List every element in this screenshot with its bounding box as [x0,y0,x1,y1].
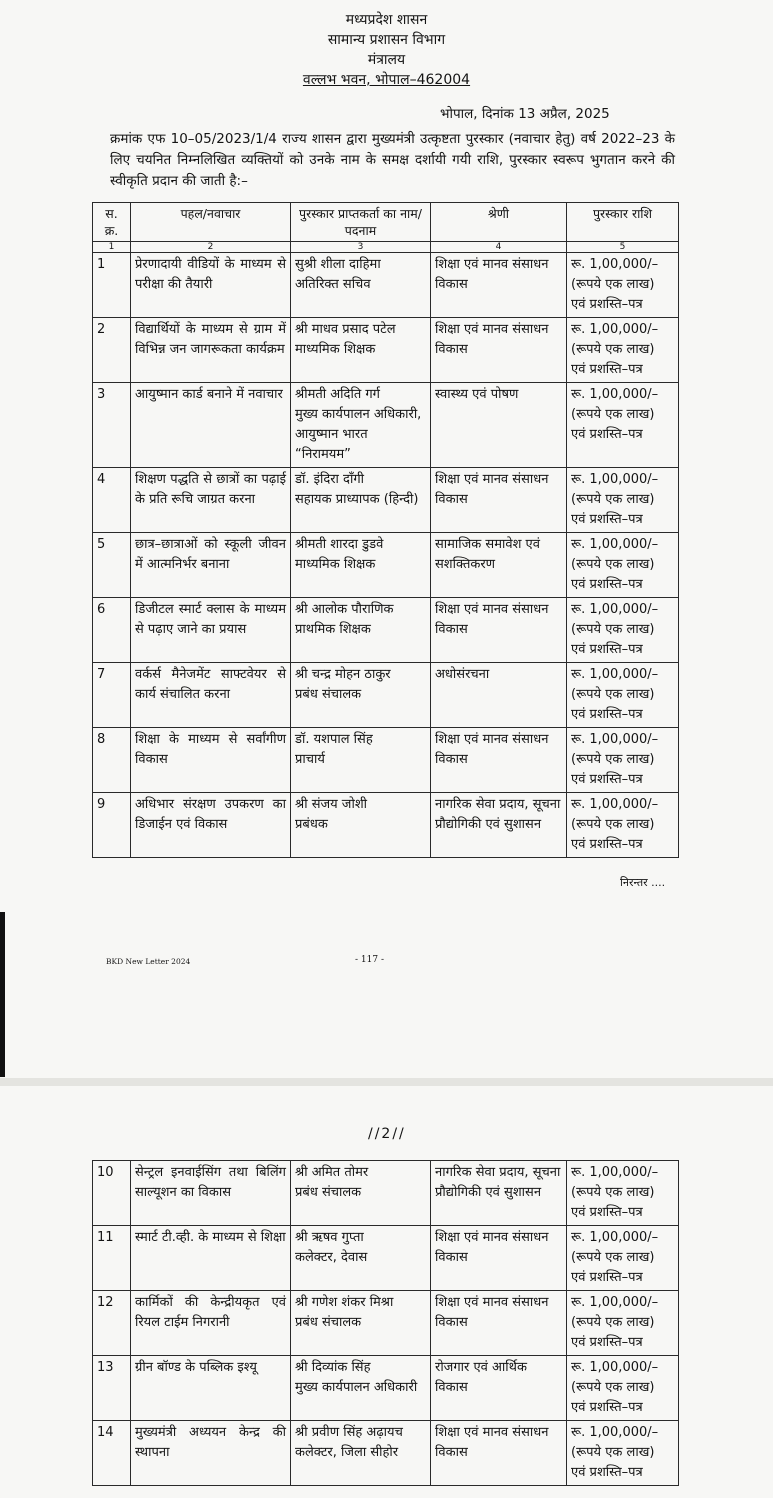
recipient-name: डॉ. यशपाल सिंह [295,732,373,747]
serial-number-cell: 4 [93,468,131,533]
header-amount: पुरस्कार राशि [567,203,679,242]
recipient-cell [291,1226,431,1291]
serial-number-cell: 8 [93,728,131,793]
category-cell: शिक्षा एवं मानव संसाधन विकास [431,598,567,663]
category-cell: नागरिक सेवा प्रदाय, सूचना प्रौद्योगिकी एवं सुशासन [431,1161,567,1226]
initiative-cell: प्रेरणादायी वीडियों के माध्यम से परीक्षा की तैयारी [131,253,291,318]
amount-words: (रूपये एक लाख) [571,1445,655,1460]
initiative-cell: कार्मिकों की केन्द्रीयकृत एवं रियल टाईम निगरानी [131,1291,291,1356]
initiative-cell: मुख्यमंत्री अध्ययन केन्द्र की स्थापना [131,1421,291,1486]
initiative-cell: ग्रीन बॉण्ड के पब्लिक इश्यू [131,1356,291,1421]
recipient-designation: प्रबंध संचालक [295,687,362,702]
amount-cell [567,318,679,383]
table-header-row [93,203,679,242]
certificate-note: एवं प्रशस्ति–पत्र [571,362,643,377]
category-cell: शिक्षा एवं मानव संसाधन विकास [431,318,567,383]
column-number: 2 [131,242,291,253]
table-row [93,598,679,663]
table-row [93,468,679,533]
page-separator [0,1078,773,1086]
recipient-name: श्री गणेश शंकर मिश्रा [295,1295,394,1310]
recipient-cell [291,1161,431,1226]
table-row [93,1291,679,1356]
amount-words: (रूपये एक लाख) [571,492,655,507]
amount-cell [567,1356,679,1421]
amount-value: रू. 1,00,000/– [571,322,659,337]
amount-words: (रूपये एक लाख) [571,687,655,702]
serial-number-cell: 2 [93,318,131,383]
amount-value: रू. 1,00,000/– [571,1295,659,1310]
footer-newsletter-label: BKD New Letter 2024 [106,957,191,966]
amount-cell [567,253,679,318]
header-department: सामान्य प्रशासन विभाग [327,32,446,48]
recipient-cell [291,253,431,318]
recipient-designation: माध्यमिक शिक्षक [295,557,376,572]
table-row [93,1226,679,1291]
category-cell: अधोसंरचना [431,663,567,728]
recipient-cell [291,533,431,598]
category-cell: नागरिक सेवा प्रदाय, सूचना प्रौद्योगिकी एवं सुशासन [431,793,567,858]
date-line: भोपाल, दिनांक 13 अप्रैल, 2025 [440,106,610,122]
header-recipient: पुरस्कार प्राप्तकर्ता का नाम/पदनाम [291,203,431,242]
table-row [93,793,679,858]
recipient-cell [291,663,431,728]
awards-table-page-1 [92,202,679,858]
amount-value: रू. 1,00,000/– [571,537,659,552]
table-row [93,663,679,728]
serial-number-cell: 9 [93,793,131,858]
column-number-row [93,242,679,253]
serial-number-cell: 6 [93,598,131,663]
amount-cell [567,468,679,533]
recipient-name: श्रीमती शारदा डुडवे [295,537,384,552]
amount-words: (रूपये एक लाख) [571,1315,655,1330]
recipient-cell [291,1356,431,1421]
category-cell: सामाजिक समावेश एवं सशक्तिकरण [431,533,567,598]
amount-cell [567,383,679,468]
recipient-name: श्री दिव्यांक सिंह [295,1360,371,1375]
awards-table-page-2 [92,1160,679,1486]
recipient-cell [291,1291,431,1356]
recipient-cell [291,383,431,468]
amount-cell [567,793,679,858]
recipient-designation: प्रबंध संचालक [295,1185,362,1200]
certificate-note: एवं प्रशस्ति–पत्र [571,642,643,657]
initiative-cell: विद्यार्थियों के माध्यम से ग्राम में विभिन्न जन जागरूकता कार्यक्रम [131,318,291,383]
recipient-cell [291,793,431,858]
table-row [93,533,679,598]
recipient-name: डॉ. इंदिरा दाँगी [295,472,365,487]
serial-number-cell: 13 [93,1356,131,1421]
footer-page-number: - 117 - [355,955,384,965]
amount-value: रू. 1,00,000/– [571,1230,659,1245]
table-row [93,1161,679,1226]
certificate-note: एवं प्रशस्ति–पत्र [571,297,643,312]
initiative-cell: छात्र–छात्राओं को स्कूली जीवन में आत्मनिर्भर बनाना [131,533,291,598]
recipient-name: श्री ऋषव गुप्ता [295,1230,364,1245]
amount-value: रू. 1,00,000/– [571,797,659,812]
recipient-designation: अतिरिक्त सचिव [295,277,371,292]
recipient-cell [291,468,431,533]
category-cell: शिक्षा एवं मानव संसाधन विकास [431,468,567,533]
column-number: 3 [291,242,431,253]
amount-cell [567,1421,679,1486]
certificate-note: एवं प्रशस्ति–पत्र [571,512,643,527]
initiative-cell: सेन्ट्रल इनवाईसिंग तथा बिलिंग साल्यूशन का विकास [131,1161,291,1226]
certificate-note: एवं प्रशस्ति–पत्र [571,707,643,722]
amount-value: रू. 1,00,000/– [571,732,659,747]
category-cell: शिक्षा एवं मानव संसाधन विकास [431,728,567,793]
serial-number-cell: 14 [93,1421,131,1486]
amount-cell [567,663,679,728]
recipient-designation: मुख्य कार्यपालन अधिकारी [295,1380,418,1395]
recipient-designation: प्राथमिक शिक्षक [295,622,371,637]
continued-label: निरन्तर .... [620,876,666,889]
column-number: 1 [93,242,131,253]
amount-value: रू. 1,00,000/– [571,1165,659,1180]
recipient-name: श्री माधव प्रसाद पटेल [295,322,396,337]
amount-value: रू. 1,00,000/– [571,1425,659,1440]
recipient-cell [291,598,431,663]
initiative-cell: अधिभार संरक्षण उपकरण का डिजाईन एवं विकास [131,793,291,858]
recipient-designation: प्राचार्य [295,752,325,767]
recipient-name: श्रीमती अदिति गर्ग [295,387,381,402]
header-serial: स. क्र. [93,203,131,242]
serial-number-cell: 3 [93,383,131,468]
certificate-note: एवं प्रशस्ति–पत्र [571,772,643,787]
amount-words: (रूपये एक लाख) [571,342,655,357]
table-row [93,253,679,318]
recipient-designation: कलेक्टर, जिला सीहोर [295,1445,399,1460]
amount-words: (रूपये एक लाख) [571,622,655,637]
certificate-note: एवं प्रशस्ति–पत्र [571,427,643,442]
serial-number-cell: 7 [93,663,131,728]
column-number: 4 [431,242,567,253]
column-number: 5 [567,242,679,253]
initiative-cell: वर्कर्स मैनेजमेंट साफ्टवेयर से कार्य संचालित करना [131,663,291,728]
recipient-designation: माध्यमिक शिक्षक [295,342,376,357]
serial-number-cell: 10 [93,1161,131,1226]
amount-words: (रूपये एक लाख) [571,752,655,767]
certificate-note: एवं प्रशस्ति–पत्र [571,1465,643,1480]
amount-words: (रूपये एक लाख) [571,1250,655,1265]
amount-cell [567,1226,679,1291]
amount-value: रू. 1,00,000/– [571,387,659,402]
certificate-note: एवं प्रशस्ति–पत्र [571,1205,643,1220]
table-row [93,1421,679,1486]
amount-value: रू. 1,00,000/– [571,667,659,682]
document-page-2 [0,1086,773,1498]
amount-cell [567,728,679,793]
amount-cell [567,1161,679,1226]
header-ministry: मंत्रालय [367,52,406,68]
table-row [93,318,679,383]
table-row [93,383,679,468]
amount-cell [567,533,679,598]
category-cell: रोजगार एवं आर्थिक विकास [431,1356,567,1421]
amount-words: (रूपये एक लाख) [571,817,655,832]
category-cell: शिक्षा एवं मानव संसाधन विकास [431,1291,567,1356]
initiative-cell: स्मार्ट टी.व्ही. के माध्यम से शिक्षा [131,1226,291,1291]
header-initiative: पहल/नवाचार [131,203,291,242]
certificate-note: एवं प्रशस्ति–पत्र [571,1400,643,1415]
header-government: मध्यप्रदेश शासन [345,12,428,28]
recipient-designation: प्रबंधक [295,817,328,832]
amount-words: (रूपये एक लाख) [571,407,655,422]
page-2-label: //2// [368,1126,406,1142]
table-row [93,728,679,793]
recipient-cell [291,318,431,383]
recipient-designation: कलेक्टर, देवास [295,1250,368,1265]
recipient-designation: मुख्य कार्यपालन अधिकारी, आयुष्मान भारत “निरामयम” [295,407,422,462]
recipient-name: श्री प्रवीण सिंह अढ़ायच [295,1425,403,1440]
recipient-cell [291,1421,431,1486]
recipient-designation: प्रबंध संचालक [295,1315,362,1330]
certificate-note: एवं प्रशस्ति–पत्र [571,1270,643,1285]
category-cell: शिक्षा एवं मानव संसाधन विकास [431,1421,567,1486]
amount-value: रू. 1,00,000/– [571,602,659,617]
amount-value: रू. 1,00,000/– [571,1360,659,1375]
recipient-cell [291,728,431,793]
serial-number-cell: 12 [93,1291,131,1356]
recipient-name: श्री संजय जोशी [295,797,368,812]
recipient-name: श्री आलोक पौराणिक [295,602,394,617]
serial-number-cell: 11 [93,1226,131,1291]
recipient-name: श्री चन्द्र मोहन ठाकुर [295,667,391,682]
initiative-cell: डिजीटल स्मार्ट क्लास के माध्यम से पढ़ाए जाने का प्रयास [131,598,291,663]
amount-cell [567,1291,679,1356]
table-row [93,1356,679,1421]
initiative-cell: आयुष्मान कार्ड बनाने में नवाचार [131,383,291,468]
header-address: वल्लभ भवन, भोपाल–462004 [302,72,471,88]
initiative-cell: शिक्षण पद्धति से छात्रों का पढ़ाई के प्रति रूचि जाग्रत करना [131,468,291,533]
order-intro-paragraph: क्रमांक एफ 10–05/2023/1/4 राज्य शासन द्वारा मुख्यमंत्री उत्कृष्टता पुरस्कार (नवाचार हेतु) वर्ष 2022–23 के लिए चयनित निम्नलिखित व्यक्तियों को उनके नाम के समक्ष दर्शायी गयी राशि, पुरस्कार स्वरूप भुगतान करने की स्वीकृति प्रदान की जाती है:– [110,131,675,189]
header-category: श्रेणी [431,203,567,242]
certificate-note: एवं प्रशस्ति–पत्र [571,1335,643,1350]
serial-number-cell: 1 [93,253,131,318]
serial-number-cell: 5 [93,533,131,598]
amount-words: (रूपये एक लाख) [571,557,655,572]
recipient-name: सुश्री शीला दाहिमा [295,257,381,272]
category-cell: शिक्षा एवं मानव संसाधन विकास [431,253,567,318]
category-cell: शिक्षा एवं मानव संसाधन विकास [431,1226,567,1291]
recipient-name: श्री अमित तोमर [295,1165,369,1180]
category-cell: स्वास्थ्य एवं पोषण [431,383,567,468]
amount-value: रू. 1,00,000/– [571,257,659,272]
certificate-note: एवं प्रशस्ति–पत्र [571,837,643,852]
amount-words: (रूपये एक लाख) [571,1185,655,1200]
amount-words: (रूपये एक लाख) [571,1380,655,1395]
amount-cell [567,598,679,663]
recipient-designation: सहायक प्राध्यापक (हिन्दी) [295,492,419,507]
certificate-note: एवं प्रशस्ति–पत्र [571,577,643,592]
initiative-cell: शिक्षा के माध्यम से सर्वांगीण विकास [131,728,291,793]
scan-edge-mark [0,912,5,1077]
amount-words: (रूपये एक लाख) [571,277,655,292]
amount-value: रू. 1,00,000/– [571,472,659,487]
